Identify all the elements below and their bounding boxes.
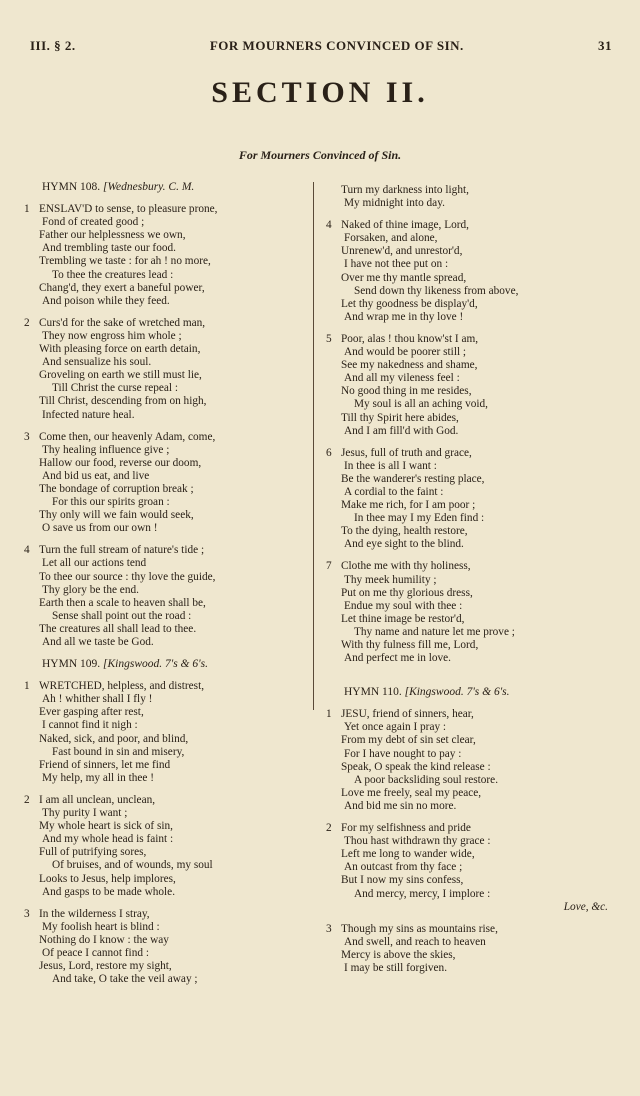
verse-line — [24, 772, 302, 785]
hymn-108-verse-4 — [24, 544, 302, 649]
hymn-109-verse-1 — [24, 680, 302, 785]
verse-line — [326, 787, 616, 800]
verse-line — [24, 343, 302, 356]
verse-text: Till thy Spirit here abides, — [341, 411, 459, 424]
verse-line — [326, 232, 616, 245]
verse-text: And would be poorer still ; — [344, 346, 467, 359]
verse-number: 3 — [326, 922, 332, 935]
verse-text: Thy name and nature let me prove ; — [354, 625, 515, 638]
verse-line — [24, 444, 302, 457]
verse-number: 5 — [326, 332, 332, 345]
verse-line — [326, 748, 616, 761]
verse-text: And sensualize his soul. — [42, 356, 152, 369]
verse-line — [24, 934, 302, 947]
verse-line — [24, 597, 302, 610]
verse-line — [24, 382, 302, 395]
verse-line — [326, 359, 616, 372]
verse-text: Naked of thine image, Lord, — [341, 219, 469, 232]
verse-line — [326, 372, 616, 385]
verse-line — [24, 571, 302, 584]
verse-line — [326, 538, 616, 551]
verse-text: Over me thy mantle spread, — [341, 271, 467, 284]
verse-text: Father our helplessness we own, — [39, 229, 186, 242]
verse-text: My foolish heart is blind : — [42, 920, 160, 933]
verse-text: And my whole head is faint : — [42, 833, 174, 846]
verse-text: ENSLAV'D to sense, to pleasure prone, — [39, 203, 218, 216]
verse-line — [24, 960, 302, 973]
verse-line — [326, 311, 616, 324]
verse-line — [326, 425, 616, 438]
verse-text: Infected nature heal. — [42, 408, 135, 421]
verse-line — [326, 560, 616, 573]
hymn-heading-109 — [42, 658, 302, 671]
verse-line — [24, 921, 302, 934]
verse-number: 4 — [326, 219, 332, 232]
verse-text: Endue my soul with thee : — [344, 599, 463, 612]
verse-line — [24, 820, 302, 833]
verse-line — [326, 245, 616, 258]
verse-line — [326, 499, 616, 512]
hymn-heading-110 — [344, 686, 616, 699]
verse-line — [24, 229, 302, 242]
verse-line — [326, 525, 616, 538]
verse-line — [24, 431, 302, 444]
verse-line — [24, 719, 302, 732]
verse-line — [326, 285, 616, 298]
verse-line — [326, 473, 616, 486]
verse-text: To thee the creatures lead : — [52, 268, 174, 281]
verse-line — [326, 613, 616, 626]
verse-number: 6 — [326, 446, 332, 459]
verse-line — [326, 652, 616, 665]
verse-text: And gasps to be made whole. — [42, 885, 176, 898]
verse-text: A cordial to the faint : — [344, 485, 444, 498]
verse-text: Make me rich, for I am poor ; — [341, 499, 476, 512]
hymn-110-verse-2 — [326, 822, 616, 914]
verse-line — [326, 346, 616, 359]
refrain-cue: Love, &c. — [563, 900, 608, 913]
verse-text: The bondage of corruption break ; — [39, 482, 194, 495]
verse-text: Send down thy likeness from above, — [354, 284, 519, 297]
verse-text: Fast bound in sin and misery, — [52, 745, 185, 758]
verse-text: Chang'd, they exert a baneful power, — [39, 281, 205, 294]
verse-line — [326, 184, 616, 197]
verse-text: Turn my darkness into light, — [341, 184, 469, 196]
verse-text: An outcast from thy face ; — [344, 861, 463, 874]
verse-number: 7 — [326, 560, 332, 573]
verse-text: A poor backsliding soul restore. — [354, 773, 499, 786]
verse-text: But I now my sins confess, — [341, 874, 464, 887]
verse-line — [24, 255, 302, 268]
verse-line — [24, 216, 302, 229]
verse-line — [326, 721, 616, 734]
verse-text: And mercy, mercy, I implore : — [354, 887, 491, 900]
hymn-tune-meter: [Kingswood. 7's & 6's. — [103, 658, 208, 671]
left-column — [24, 181, 302, 995]
verse-line — [24, 733, 302, 746]
verse-line — [24, 295, 302, 308]
verse-text: And bid me sin no more. — [344, 799, 457, 812]
verse-text: My whole heart is sick of sin, — [39, 820, 173, 833]
verse-line — [326, 861, 616, 874]
verse-text: They now engross him whole ; — [42, 329, 182, 342]
verse-line — [326, 258, 616, 271]
verse-text: To the dying, health restore, — [341, 525, 468, 538]
verse-text: Till Christ, descending from on high, — [39, 395, 207, 408]
verse-line — [24, 908, 302, 921]
verse-line — [326, 385, 616, 398]
verse-line — [326, 460, 616, 473]
verse-text: And eye sight to the blind. — [344, 538, 464, 551]
verse-text: Mercy is above the skies, — [341, 948, 456, 961]
hymn-109-verse-6 — [326, 447, 616, 552]
verse-text: Unrenew'd, and unrestor'd, — [341, 245, 463, 258]
verse-text: Thy purity I want ; — [42, 807, 128, 820]
verse-text: And perfect me in love. — [344, 652, 451, 665]
verse-text: And all my vileness feel : — [344, 372, 460, 385]
hymn-tune-meter: [Kingswood. 7's & 6's. — [404, 686, 510, 699]
verse-line — [24, 706, 302, 719]
verse-text: Thy only will we fain would seek, — [39, 509, 194, 522]
verse-line — [24, 833, 302, 846]
verse-line — [24, 973, 302, 986]
verse-text: Groveling on earth we still must lie, — [39, 369, 202, 382]
verse-line — [326, 398, 616, 411]
verse-line — [24, 947, 302, 960]
verse-line — [24, 807, 302, 820]
verse-text: Thy meek humility ; — [344, 573, 437, 586]
verse-text: Trembling we taste : for ah ! no more, — [39, 255, 211, 268]
verse-line — [326, 949, 616, 962]
right-column — [326, 184, 616, 984]
verse-line — [326, 333, 616, 346]
verse-line — [24, 395, 302, 408]
verse-line — [24, 544, 302, 557]
verse-line — [24, 457, 302, 470]
hymn-109-verse-3-cont — [326, 184, 616, 210]
verse-text: Full of putrifying sores, — [39, 846, 147, 859]
verse-line — [24, 846, 302, 859]
verse-line — [326, 761, 616, 774]
verse-text: My midnight into day. — [344, 197, 445, 210]
verse-line — [326, 888, 616, 901]
verse-text: Let thine image be restor'd, — [341, 612, 465, 625]
verse-number: 1 — [24, 203, 30, 216]
verse-line — [326, 574, 616, 587]
verse-line — [326, 800, 616, 813]
verse-text: Thou hast withdrawn thy grace : — [344, 835, 491, 848]
verse-text: For I have nought to pay : — [344, 747, 462, 760]
verse-text: Curs'd for the sake of wretched man, — [39, 316, 206, 329]
verse-text: Clothe me with thy holiness, — [341, 560, 471, 573]
hymn-108-verse-3 — [24, 431, 302, 536]
verse-line — [326, 923, 616, 936]
section-subtitle: For Mourners Convinced of Sin. — [238, 148, 402, 162]
verse-line — [326, 486, 616, 499]
hymn-109-verse-7 — [326, 560, 616, 665]
verse-text: Love me freely, seal my peace, — [341, 786, 482, 799]
hymn-109-verse-3 — [24, 908, 302, 987]
verse-text: Poor, alas ! thou know'st I am, — [341, 332, 479, 345]
hymn-number: HYMN 110. — [344, 686, 402, 699]
verse-line — [326, 512, 616, 525]
verse-text: Yet once again I pray : — [344, 721, 447, 734]
verse-line — [326, 219, 616, 232]
verse-line — [326, 848, 616, 861]
verse-text: Earth then a scale to heaven shall be, — [39, 596, 206, 609]
verse-text: And I am fill'd with God. — [344, 424, 459, 437]
verse-line — [24, 483, 302, 496]
verse-line — [24, 873, 302, 886]
verse-text: Thy healing influence give ; — [42, 443, 170, 456]
verse-text: No good thing in me resides, — [341, 385, 472, 398]
verse-text: See my nakedness and shame, — [341, 359, 478, 372]
verse-text: Speak, O speak the kind release : — [341, 760, 491, 773]
verse-line — [24, 794, 302, 807]
verse-text: I may be still forgiven. — [344, 961, 448, 974]
verse-text: Though my sins as mountains rise, — [341, 922, 498, 935]
verse-text: O save us from our own ! — [42, 522, 158, 535]
verse-number: 3 — [24, 430, 30, 443]
section-title: SECTION II. — [211, 76, 429, 109]
verse-text: Hallow our food, reverse our doom, — [39, 456, 202, 469]
verse-text: Looks to Jesus, help implores, — [39, 872, 176, 885]
verse-line — [24, 623, 302, 636]
verse-number: 4 — [24, 544, 30, 557]
verse-text: And swell, and reach to heaven — [344, 935, 486, 948]
verse-text: Turn the full stream of nature's tide ; — [39, 544, 205, 557]
verse-line — [24, 636, 302, 649]
hymn-heading-108 — [42, 181, 302, 194]
hymn-110-verse-1 — [326, 708, 616, 813]
verse-number: 1 — [24, 680, 30, 693]
verse-text: Ah ! whither shall I fly ! — [42, 693, 153, 706]
verse-text: Of peace I cannot find : — [42, 946, 149, 959]
verse-line — [24, 859, 302, 872]
verse-line — [326, 639, 616, 652]
verse-line — [24, 203, 302, 216]
verse-line — [24, 282, 302, 295]
verse-line — [24, 584, 302, 597]
verse-text: In the wilderness I stray, — [39, 907, 150, 920]
verse-line — [24, 886, 302, 899]
verse-line — [24, 610, 302, 623]
verse-line — [24, 409, 302, 422]
verse-text: Put on me thy glorious dress, — [341, 586, 473, 599]
verse-text: And all we taste be God. — [42, 636, 154, 648]
verse-text: My help, my all in thee ! — [42, 771, 155, 784]
hymn-number: HYMN 108. — [42, 181, 101, 193]
verse-text: Sense shall point out the road : — [52, 609, 192, 622]
verse-number: 1 — [326, 708, 332, 721]
verse-line — [24, 356, 302, 369]
verse-number: 3 — [24, 907, 30, 920]
hymn-109-verse-5 — [326, 333, 616, 438]
verse-text: Jesus, full of truth and grace, — [341, 446, 472, 459]
verse-line — [24, 317, 302, 330]
verse-text: Friend of sinners, let me find — [39, 758, 171, 771]
hymn-108-verse-2 — [24, 317, 302, 422]
verse-number: 2 — [326, 822, 332, 835]
verse-text: With pleasing force on earth detain, — [39, 343, 201, 356]
verse-line — [326, 600, 616, 613]
verse-line — [24, 242, 302, 255]
verse-text: Fond of created good ; — [42, 216, 145, 229]
verse-text: Thy glory be the end. — [42, 583, 139, 596]
verse-text: I have not thee put on : — [344, 258, 449, 271]
verse-line — [24, 269, 302, 282]
verse-line — [24, 522, 302, 535]
verse-text: Nothing do I know : the way — [39, 933, 169, 946]
verse-line — [24, 746, 302, 759]
verse-text: In thee may I my Eden find : — [354, 512, 485, 525]
verse-line — [326, 734, 616, 747]
verse-line — [24, 470, 302, 483]
verse-line — [24, 330, 302, 343]
verse-line — [326, 962, 616, 975]
hymn-109-verse-4 — [326, 219, 616, 324]
hymn-tune-meter: [Wednesbury. C. M. — [103, 181, 195, 193]
running-header — [30, 38, 612, 54]
verse-number: 2 — [24, 316, 30, 329]
verse-text: Left me long to wander wide, — [341, 848, 475, 861]
verse-number: 2 — [24, 793, 30, 806]
verse-text: With thy fulness fill me, Lord, — [341, 639, 479, 651]
verse-text: To thee our source : thy love the guide, — [39, 570, 216, 583]
verse-text: For my selfishness and pride — [341, 822, 471, 835]
verse-text: Naked, sick, and poor, and blind, — [39, 732, 189, 745]
header-section-ref: III. § 2. — [30, 38, 76, 53]
verse-text: JESU, friend of sinners, hear, — [341, 708, 474, 721]
verse-line — [326, 412, 616, 425]
verse-line — [326, 272, 616, 285]
verse-line — [326, 774, 616, 787]
verse-text: And wrap me in thy love ! — [344, 310, 464, 323]
verse-line — [326, 587, 616, 600]
verse-text: Let thy goodness be display'd, — [341, 297, 478, 310]
verse-text: Of bruises, and of wounds, my soul — [52, 859, 213, 872]
verse-text: Ever gasping after rest, — [39, 706, 144, 719]
verse-text: I am all unclean, unclean, — [39, 793, 156, 806]
verse-text: The creatures all shall lead to thee. — [39, 622, 197, 635]
verse-text: And bid us eat, and live — [42, 469, 150, 482]
verse-line — [326, 874, 616, 887]
verse-text: WRETCHED, helpless, and distrest, — [39, 680, 205, 693]
verse-line — [326, 298, 616, 311]
hymn-109-verse-2 — [24, 794, 302, 899]
verse-text: Till Christ the curse repeal : — [52, 382, 179, 395]
verse-text: In thee is all I want : — [344, 459, 437, 472]
hymn-108-verse-1 — [24, 203, 302, 308]
verse-text: And poison while they feed. — [42, 294, 170, 307]
header-title: FOR MOURNERS CONVINCED OF SIN. — [209, 38, 464, 53]
verse-text: Let all our actions tend — [42, 557, 147, 570]
verse-line — [24, 369, 302, 382]
verse-line — [326, 822, 616, 835]
page-number: 31 — [597, 38, 612, 53]
verse-line — [326, 447, 616, 460]
verse-line — [24, 680, 302, 693]
verse-line — [24, 509, 302, 522]
verse-line — [24, 496, 302, 509]
hymn-110-verse-3 — [326, 923, 616, 975]
verse-text: Jesus, Lord, restore my sight, — [39, 960, 172, 973]
verse-text: For this our spirits groan : — [52, 496, 170, 509]
verse-line — [326, 197, 616, 210]
verse-text: I cannot find it nigh : — [42, 719, 138, 732]
verse-text: From my debt of sin set clear, — [341, 734, 476, 747]
verse-line — [326, 708, 616, 721]
verse-line — [24, 557, 302, 570]
verse-text: Be the wanderer's resting place, — [341, 472, 485, 485]
verse-text: Come then, our heavenly Adam, come, — [39, 430, 216, 443]
verse-line — [24, 759, 302, 772]
verse-line — [326, 835, 616, 848]
verse-line — [326, 936, 616, 949]
verse-text: My soul is all an aching void, — [354, 398, 488, 411]
verse-text: And trembling taste our food. — [42, 242, 176, 255]
verse-text: And take, O take the veil away ; — [52, 973, 198, 986]
verse-text: Forsaken, and alone, — [344, 232, 438, 245]
spacer — [326, 674, 616, 686]
hymn-number: HYMN 109. — [42, 658, 101, 671]
verse-line — [326, 626, 616, 639]
column-divider — [313, 182, 314, 710]
verse-line — [24, 693, 302, 706]
